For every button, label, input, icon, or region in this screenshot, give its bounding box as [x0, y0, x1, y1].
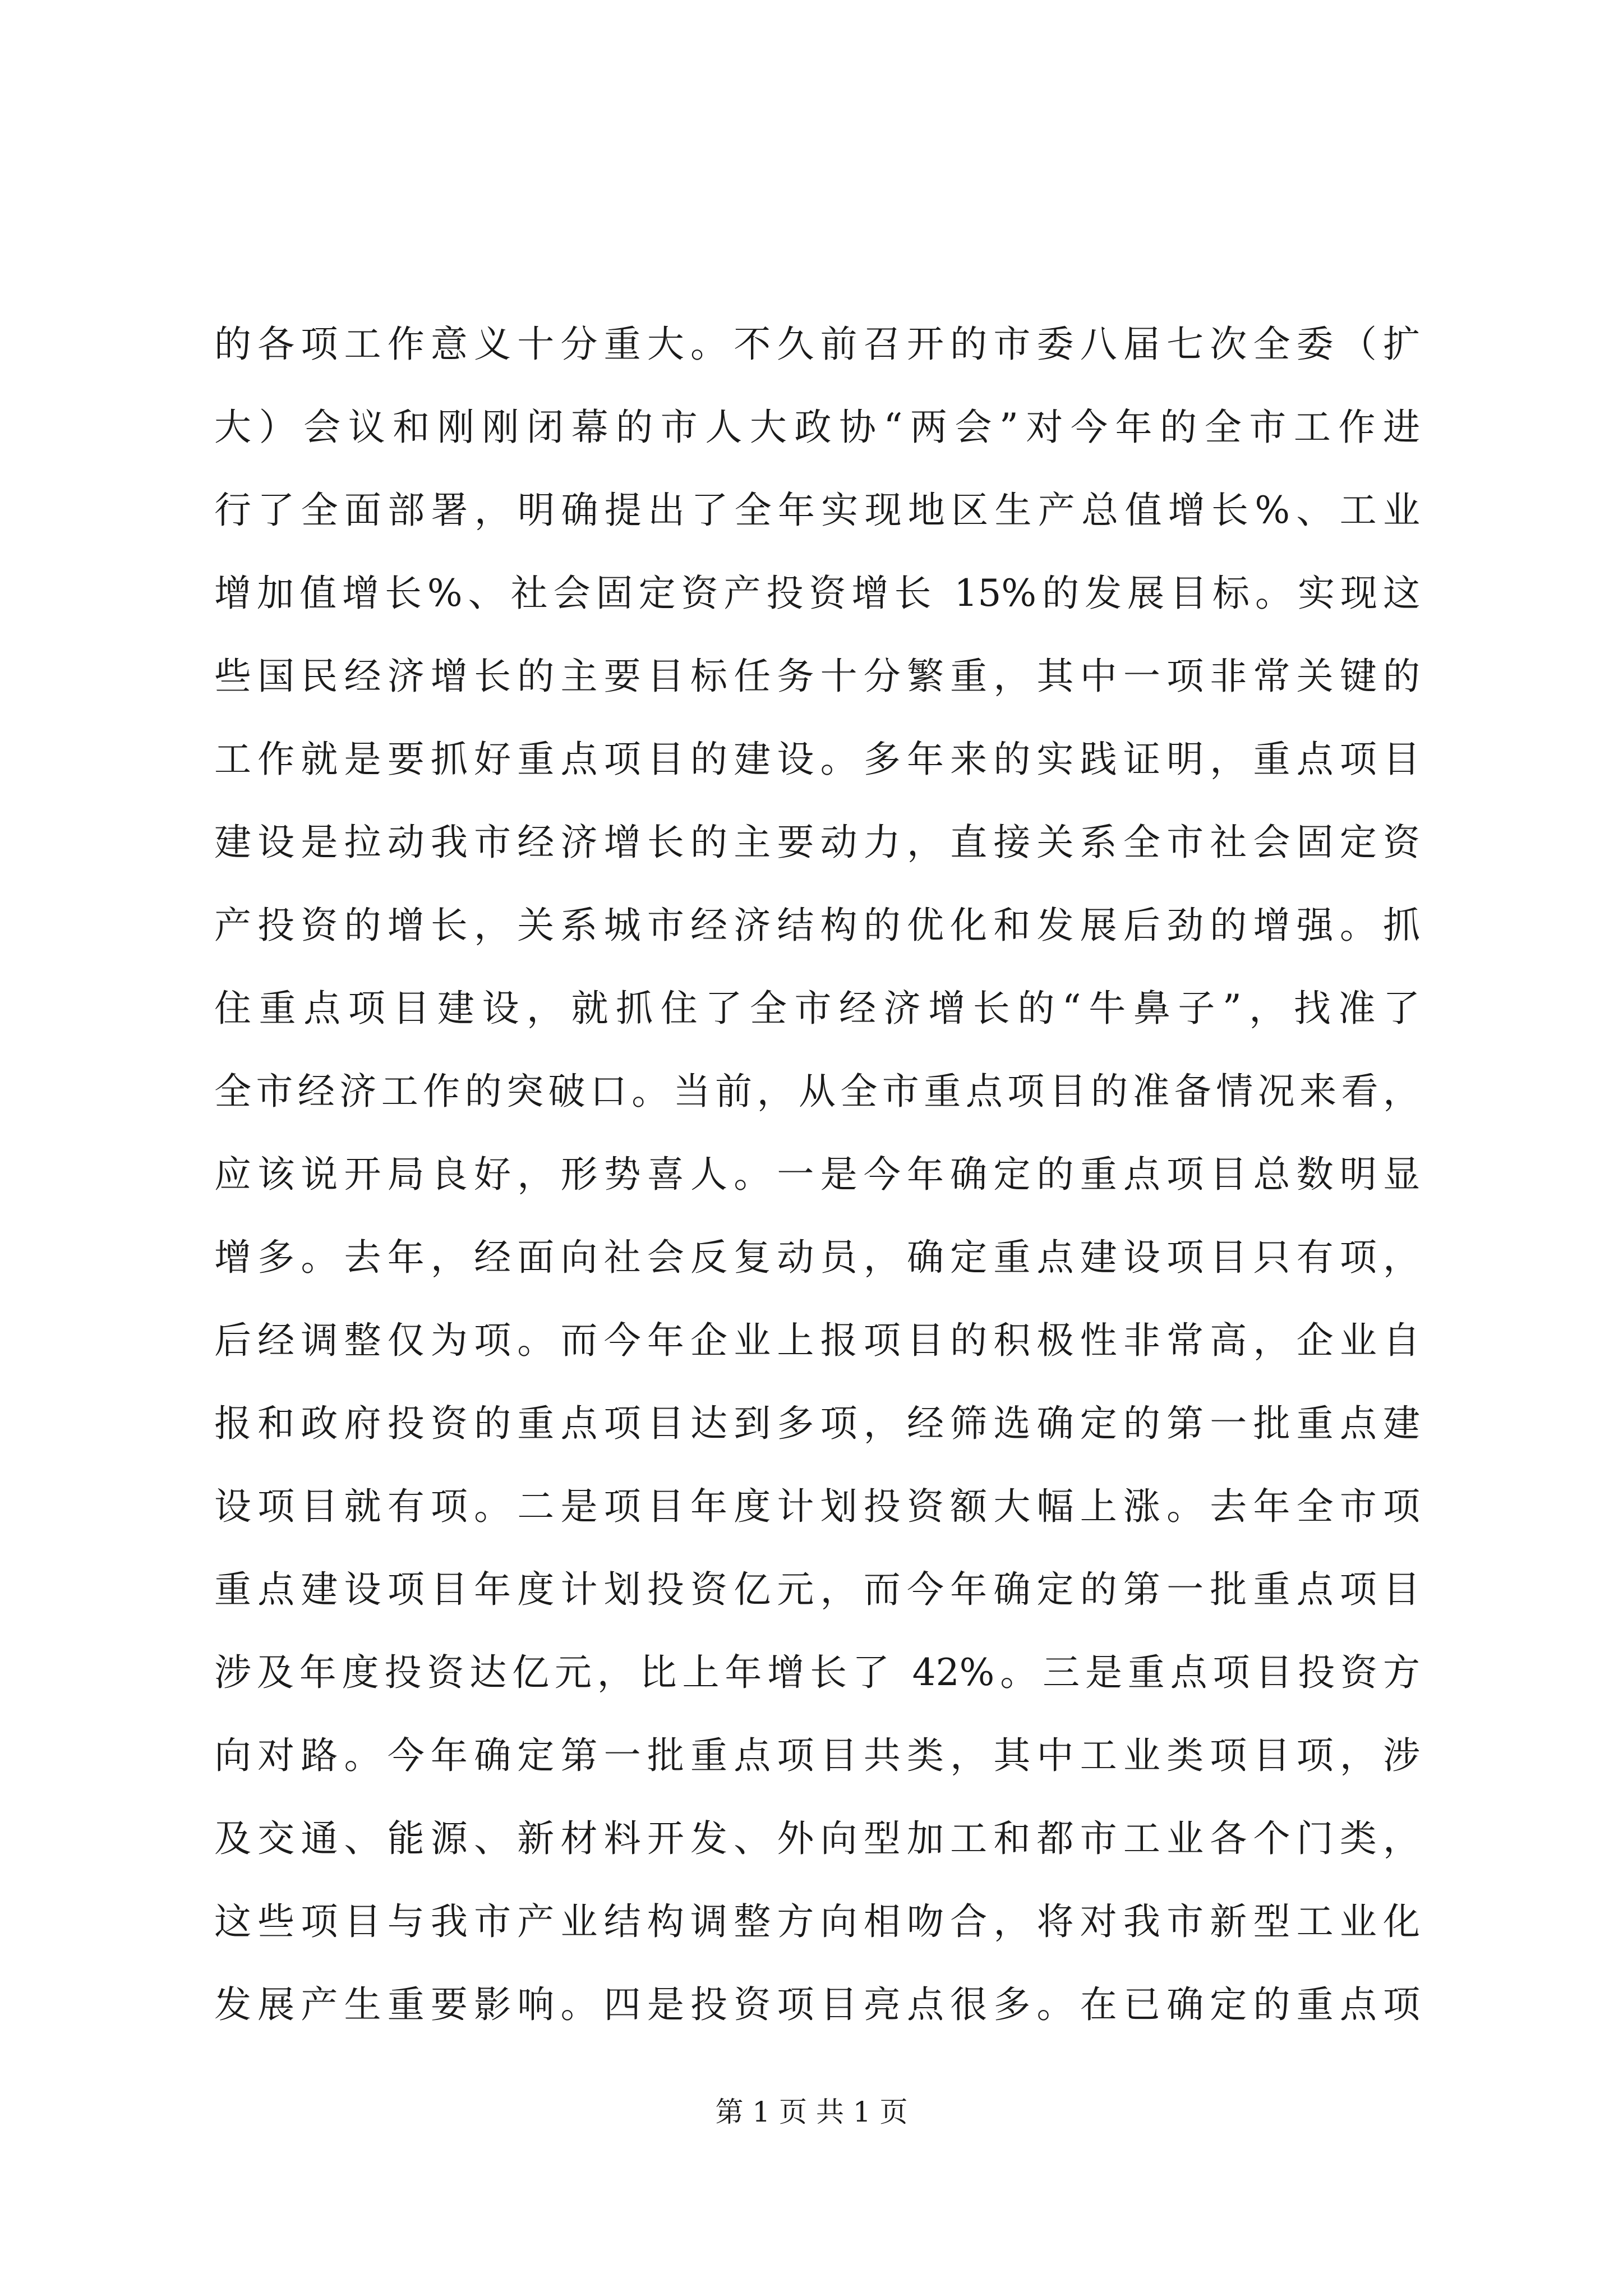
text-line: 这些项目与我市产业结构调整方向相吻合，将对我市新型工业化 [214, 1900, 1420, 1943]
text-line: 增加值增长%、社会固定资产投资增长 15%的发展目标。实现这 [214, 572, 1420, 615]
text-line: 涉及年度投资达亿元，比上年增长了 42%。三是重点项目投资方 [214, 1651, 1420, 1694]
text-line: 产投资的增长，关系城市经济结构的优化和发展后劲的增强。抓 [214, 904, 1420, 947]
text-line: 发展产生重要影响。四是投资项目亮点很多。在已确定的重点项 [214, 1983, 1420, 2026]
text-line: 行了全面部署，明确提出了全年实现地区生产总值增长%、工业 [214, 489, 1420, 532]
text-line: 建设是拉动我市经济增长的主要动力，直接关系全市社会固定资 [214, 821, 1420, 864]
text-line: 后经调整仅为项。而今年企业上报项目的积极性非常高，企业自 [214, 1319, 1420, 1362]
page-footer: 第 1 页 共 1 页 [715, 2096, 908, 2128]
text-line: 些国民经济增长的主要目标任务十分繁重，其中一项非常关键的 [214, 655, 1420, 698]
text-line: 设项目就有项。二是项目年度计划投资额大幅上涨。去年全市项 [214, 1485, 1420, 1528]
text-line: 工作就是要抓好重点项目的建设。多年来的实践证明，重点项目 [214, 738, 1420, 781]
text-line: 增多。去年，经面向社会反复动员，确定重点建设项目只有项， [214, 1236, 1420, 1279]
text-line: 重点建设项目年度计划投资亿元，而今年确定的第一批重点项目 [214, 1568, 1420, 1611]
text-line: 应该说开局良好，形势喜人。一是今年确定的重点项目总数明显 [214, 1153, 1420, 1196]
text-line: 的各项工作意义十分重大。不久前召开的市委八届七次全委（扩 [214, 323, 1420, 366]
text-line: 向对路。今年确定第一批重点项目共类，其中工业类项目项，涉 [214, 1734, 1420, 1777]
text-line: 报和政府投资的重点项目达到多项，经筛选确定的第一批重点建 [214, 1402, 1420, 1445]
text-line: 全市经济工作的突破口。当前，从全市重点项目的准备情况来看， [214, 1070, 1420, 1113]
text-line: 大）会议和刚刚闭幕的市人大政协“两会”对今年的全市工作进 [214, 406, 1420, 449]
text-line: 住重点项目建设，就抓住了全市经济增长的“牛鼻子”，找准了 [214, 987, 1420, 1030]
text-line: 及交通、能源、新材料开发、外向型加工和都市工业各个门类， [214, 1817, 1420, 1860]
body-text [214, 303, 1420, 2046]
